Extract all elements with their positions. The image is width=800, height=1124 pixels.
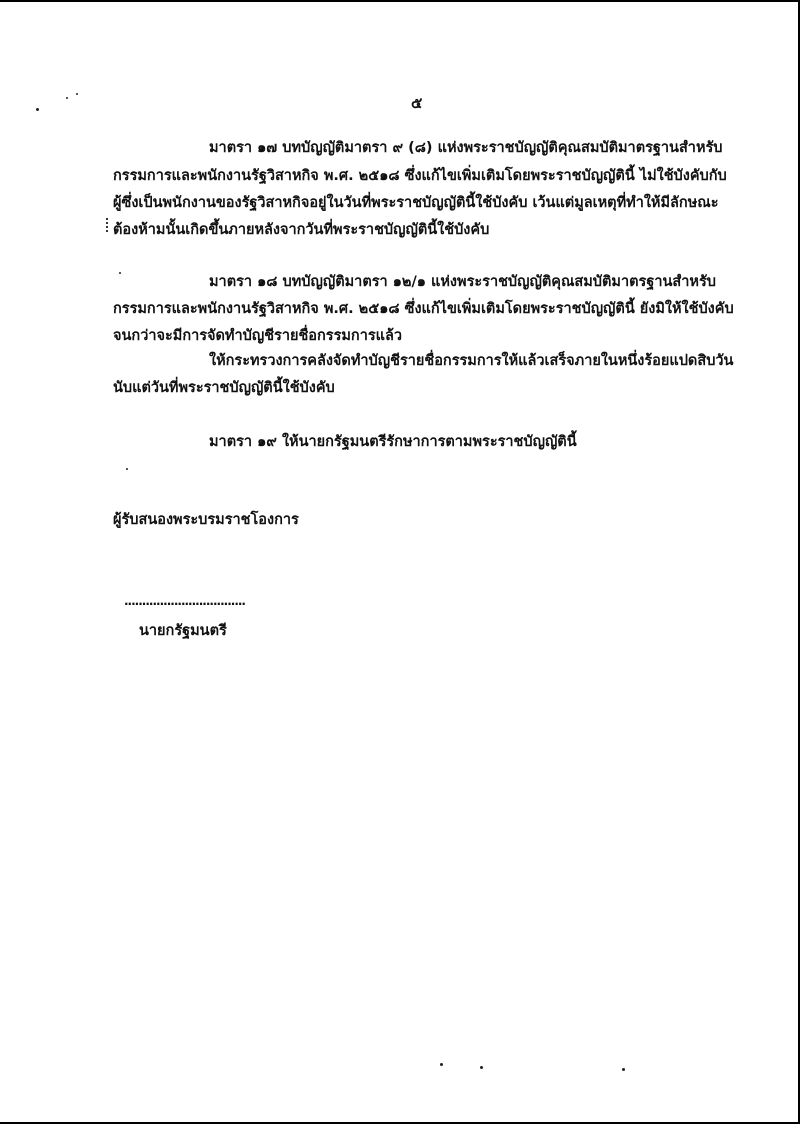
countersign-heading: ผู้รับสนองพระบรมราชโองการ [113, 512, 299, 528]
scan-speck [622, 1068, 625, 1071]
section-17-line-3: ผู้ซึ่งเป็นพนักงานของรัฐวิสาหกิจอยู่ในวันที่พระราชบัญญัตินี้ใช้บังคับ เว้นแต่มูลเหตุที่ทำให้มีลักษณะ [113, 195, 719, 211]
signatory-title: นายกรัฐมนตรี [139, 623, 227, 639]
section-17-line-1: มาตรา ๑๗ บทบัญญัติมาตรา ๙ (๘) แห่งพระราชบัญญัติคุณสมบัติมาตรฐานสำหรับ [209, 140, 723, 156]
section-18-line-2: กรรมการและพนักงานรัฐวิสาหกิจ พ.ศ. ๒๕๑๘ ซึ่งแก้ไขเพิ่มเติมโดยพระราชบัญญัตินี้ ยังมิให้ใช้บังคับ [113, 301, 734, 317]
section-18-line-3: จนกว่าจะมีการจัดทำบัญชีรายชื่อกรรมการแล้ว [113, 328, 403, 344]
section-19: มาตรา ๑๙ ให้นายกรัฐมนตรีรักษาการตามพระราชบัญญัตินี้ [209, 434, 577, 450]
scan-border-top [0, 0, 800, 2]
section-17-line-2: กรรมการและพนักงานรัฐวิสาหกิจ พ.ศ. ๒๕๑๘ ซึ่งแก้ไขเพิ่มเติมโดยพระราชบัญญัตินี้ ไม่ใช้บังคับกับ [113, 168, 727, 184]
scan-speck [76, 93, 78, 95]
scan-edge-mark [106, 218, 110, 232]
section-18-paragraph-2-line-1: ให้กระทรวงการคลังจัดทำบัญชีรายชื่อกรรมการให้แล้วเสร็จภายในหนึ่งร้อยแปดสิบวัน [209, 353, 734, 369]
section-18-line-1: มาตรา ๑๘ บทบัญญัติมาตรา ๑๒/๑ แห่งพระราชบัญญัติคุณสมบัติมาตรฐานสำหรับ [209, 274, 716, 290]
scan-speck [119, 272, 121, 274]
scan-speck [440, 1063, 443, 1066]
scan-speck [36, 108, 39, 111]
scan-speck [66, 97, 68, 99]
scan-speck [126, 468, 128, 470]
scan-speck [480, 1066, 483, 1069]
section-18-paragraph-2-line-2: นับแต่วันที่พระราชบัญญัตินี้ใช้บังคับ [113, 380, 335, 396]
page-number: ๕ [411, 94, 423, 112]
section-17-line-4: ต้องห้ามนั้นเกิดขึ้นภายหลังจากวันที่พระราชบัญญัตินี้ใช้บังคับ [113, 222, 490, 238]
signature-line: .................................. [124, 594, 245, 608]
